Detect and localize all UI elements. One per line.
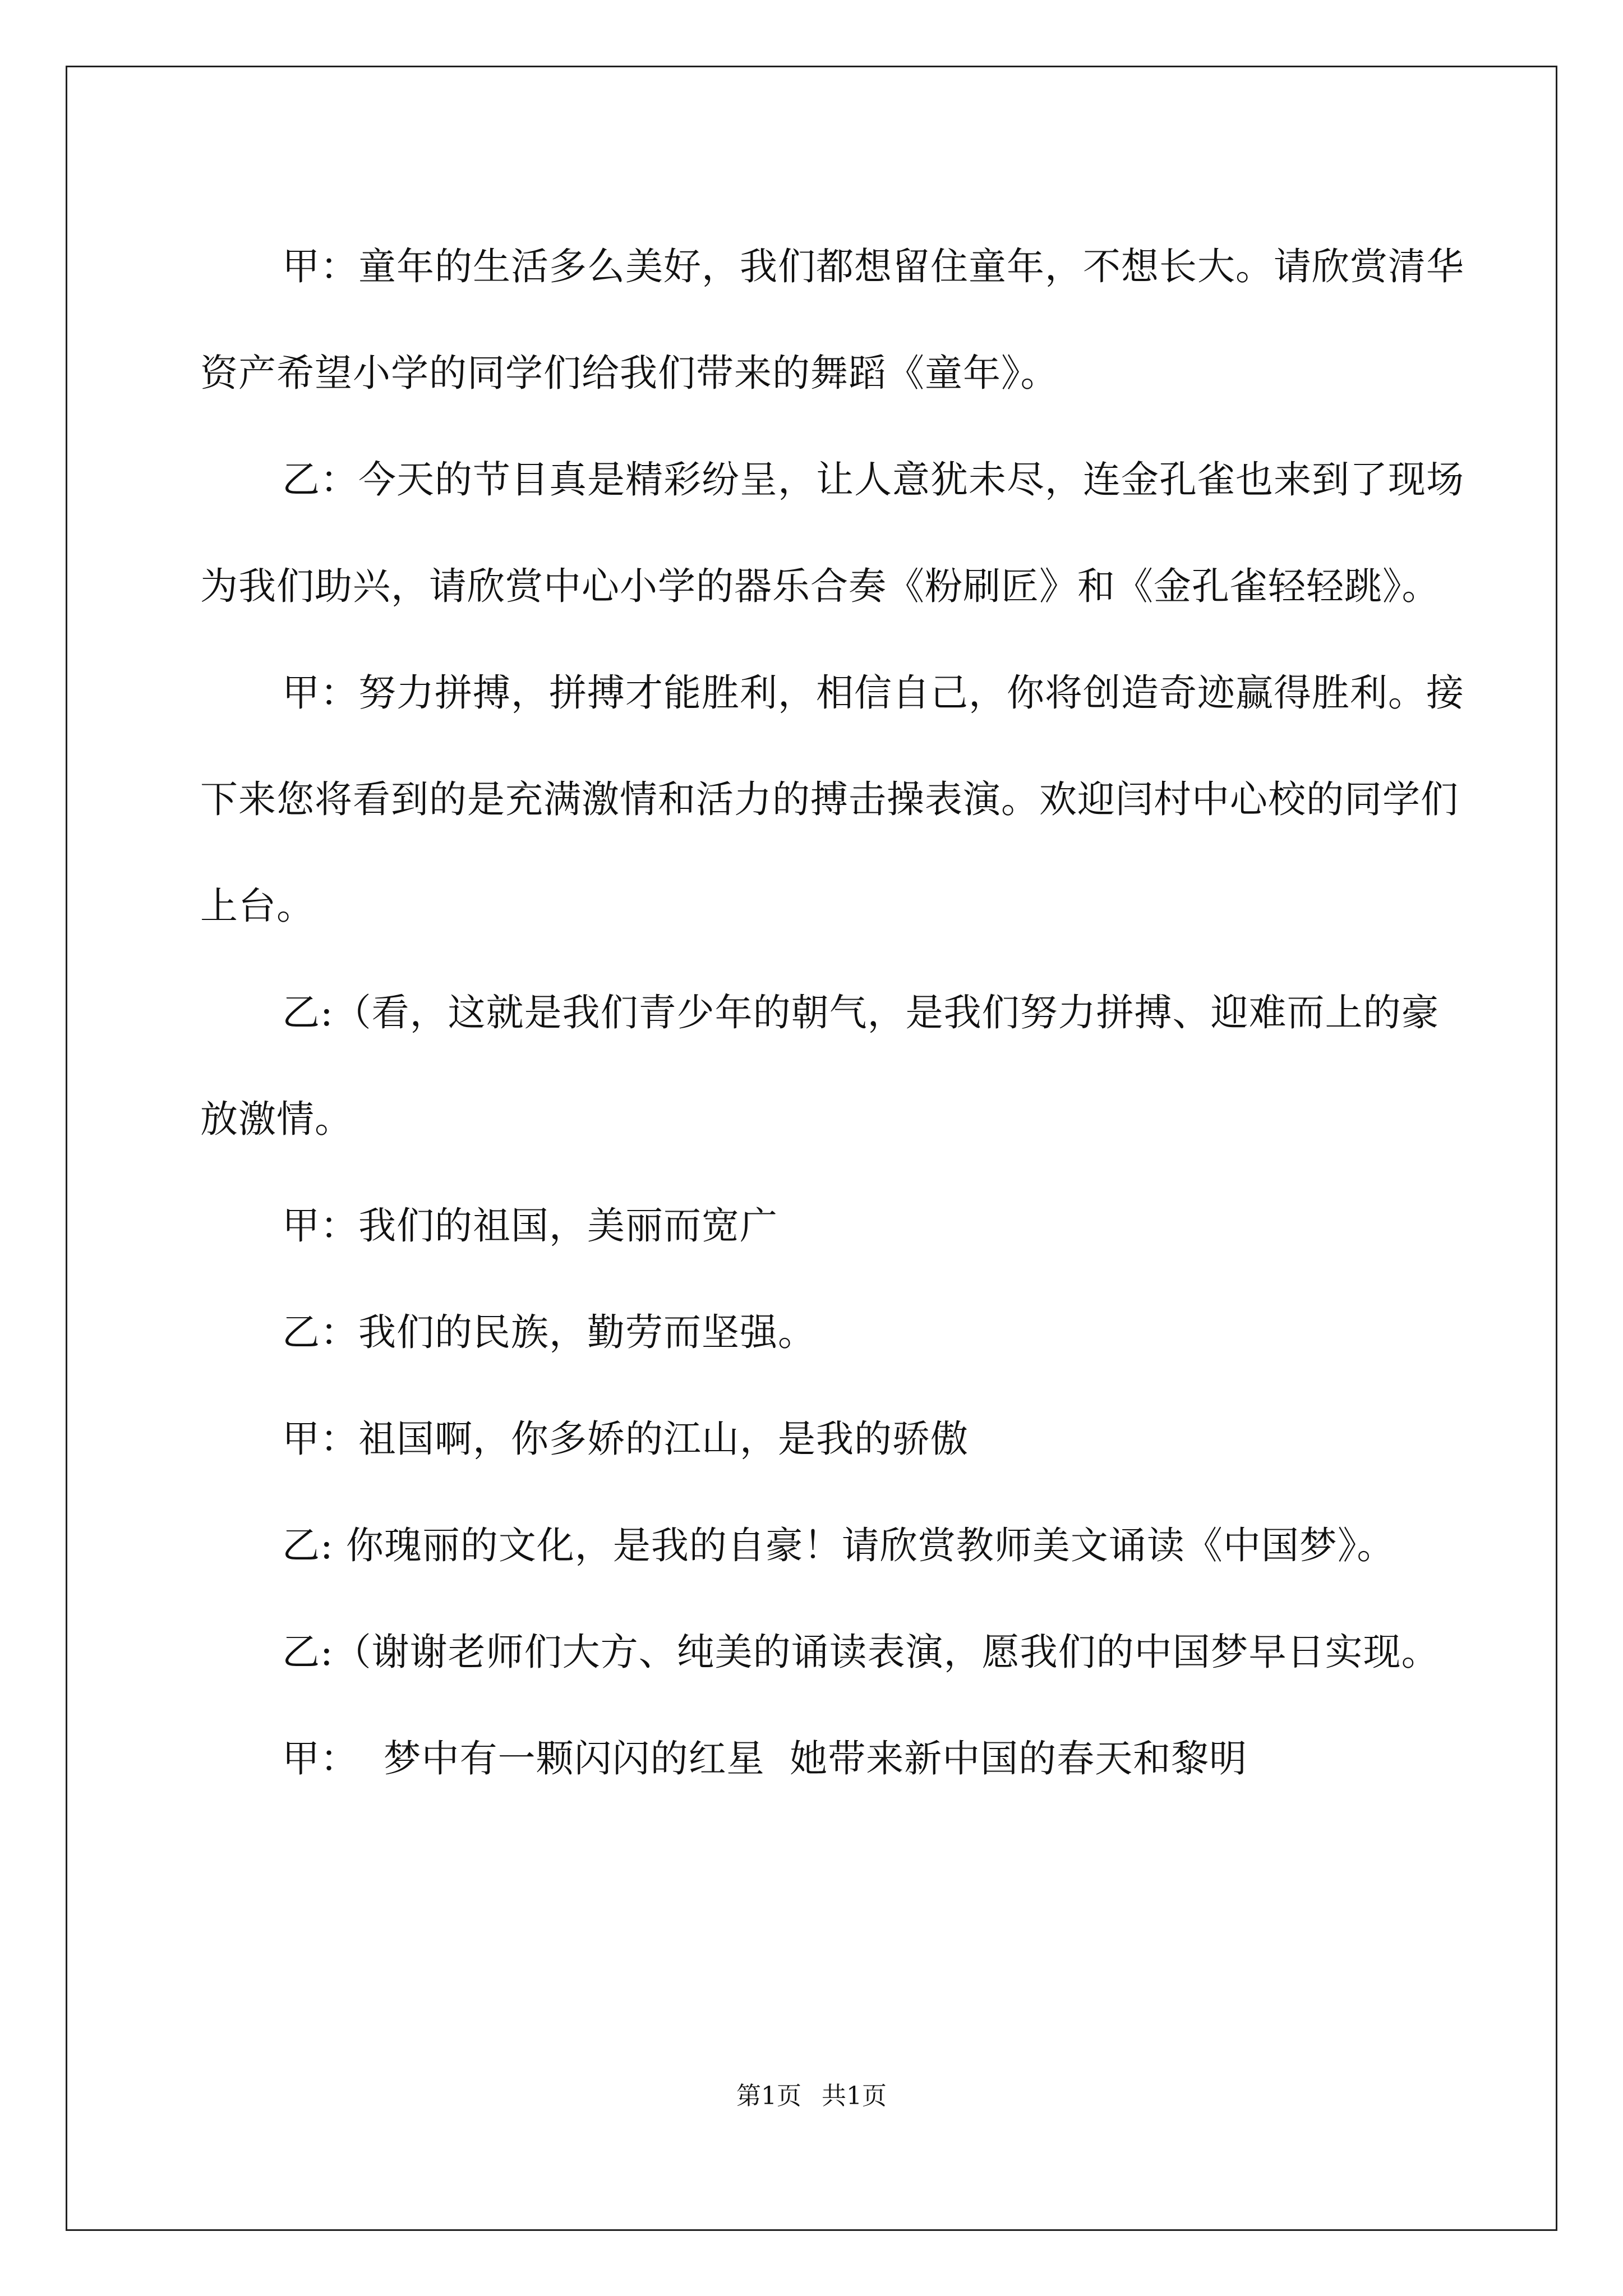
- paragraph-1: 甲：童年的生活多么美好，我们都想留住童年，不想长大。请欣赏清华资产希望小学的同学们给我们带来的舞蹈《童年》。: [200, 245, 1464, 395]
- paragraph-8: 乙: 你瑰丽的文化，是我的自豪！请欣赏教师美文诵读《中国梦》。: [282, 1524, 1395, 1567]
- paragraph-10: 甲： 梦中有一颗闪闪的红星 她带来新中国的春天和黎明: [282, 1737, 1248, 1780]
- document-body: [200, 213, 1468, 1812]
- paragraph-5: 甲：我们的祖国，美丽而宽广: [282, 1204, 778, 1248]
- paragraph-6: 乙：我们的民族，勤劳而坚强。: [282, 1310, 816, 1354]
- paragraph-9: 乙:（谢谢老师们大方、纯美的诵读表演，愿我们的中国梦早日实现。: [282, 1630, 1440, 1674]
- paragraph-7: 甲：祖国啊，你多娇的江山，是我的骄傲: [282, 1417, 969, 1461]
- paragraph-3: 甲：努力拼搏，拼搏才能胜利，相信自己，你将创造奇迹赢得胜利。接下来您将看到的是充满激情和活力的搏击操表演。欢迎闫村中心校的同学们上台。: [200, 671, 1464, 928]
- page-number: 第1页: [736, 2082, 801, 2110]
- page-footer: [0, 2076, 1623, 2111]
- paragraph-2: 乙：今天的节目真是精彩纷呈，让人意犹未尽，连金孔雀也来到了现场为我们助兴，请欣赏中心小学的器乐合奏《粉刷匠》和《金孔雀轻轻跳》。: [200, 458, 1464, 608]
- page-total: 共1页: [822, 2082, 887, 2110]
- paragraph-4: 乙:（看，这就是我们青少年的朝气，是我们努力拼搏、迎难而上的豪放激情。: [200, 991, 1440, 1141]
